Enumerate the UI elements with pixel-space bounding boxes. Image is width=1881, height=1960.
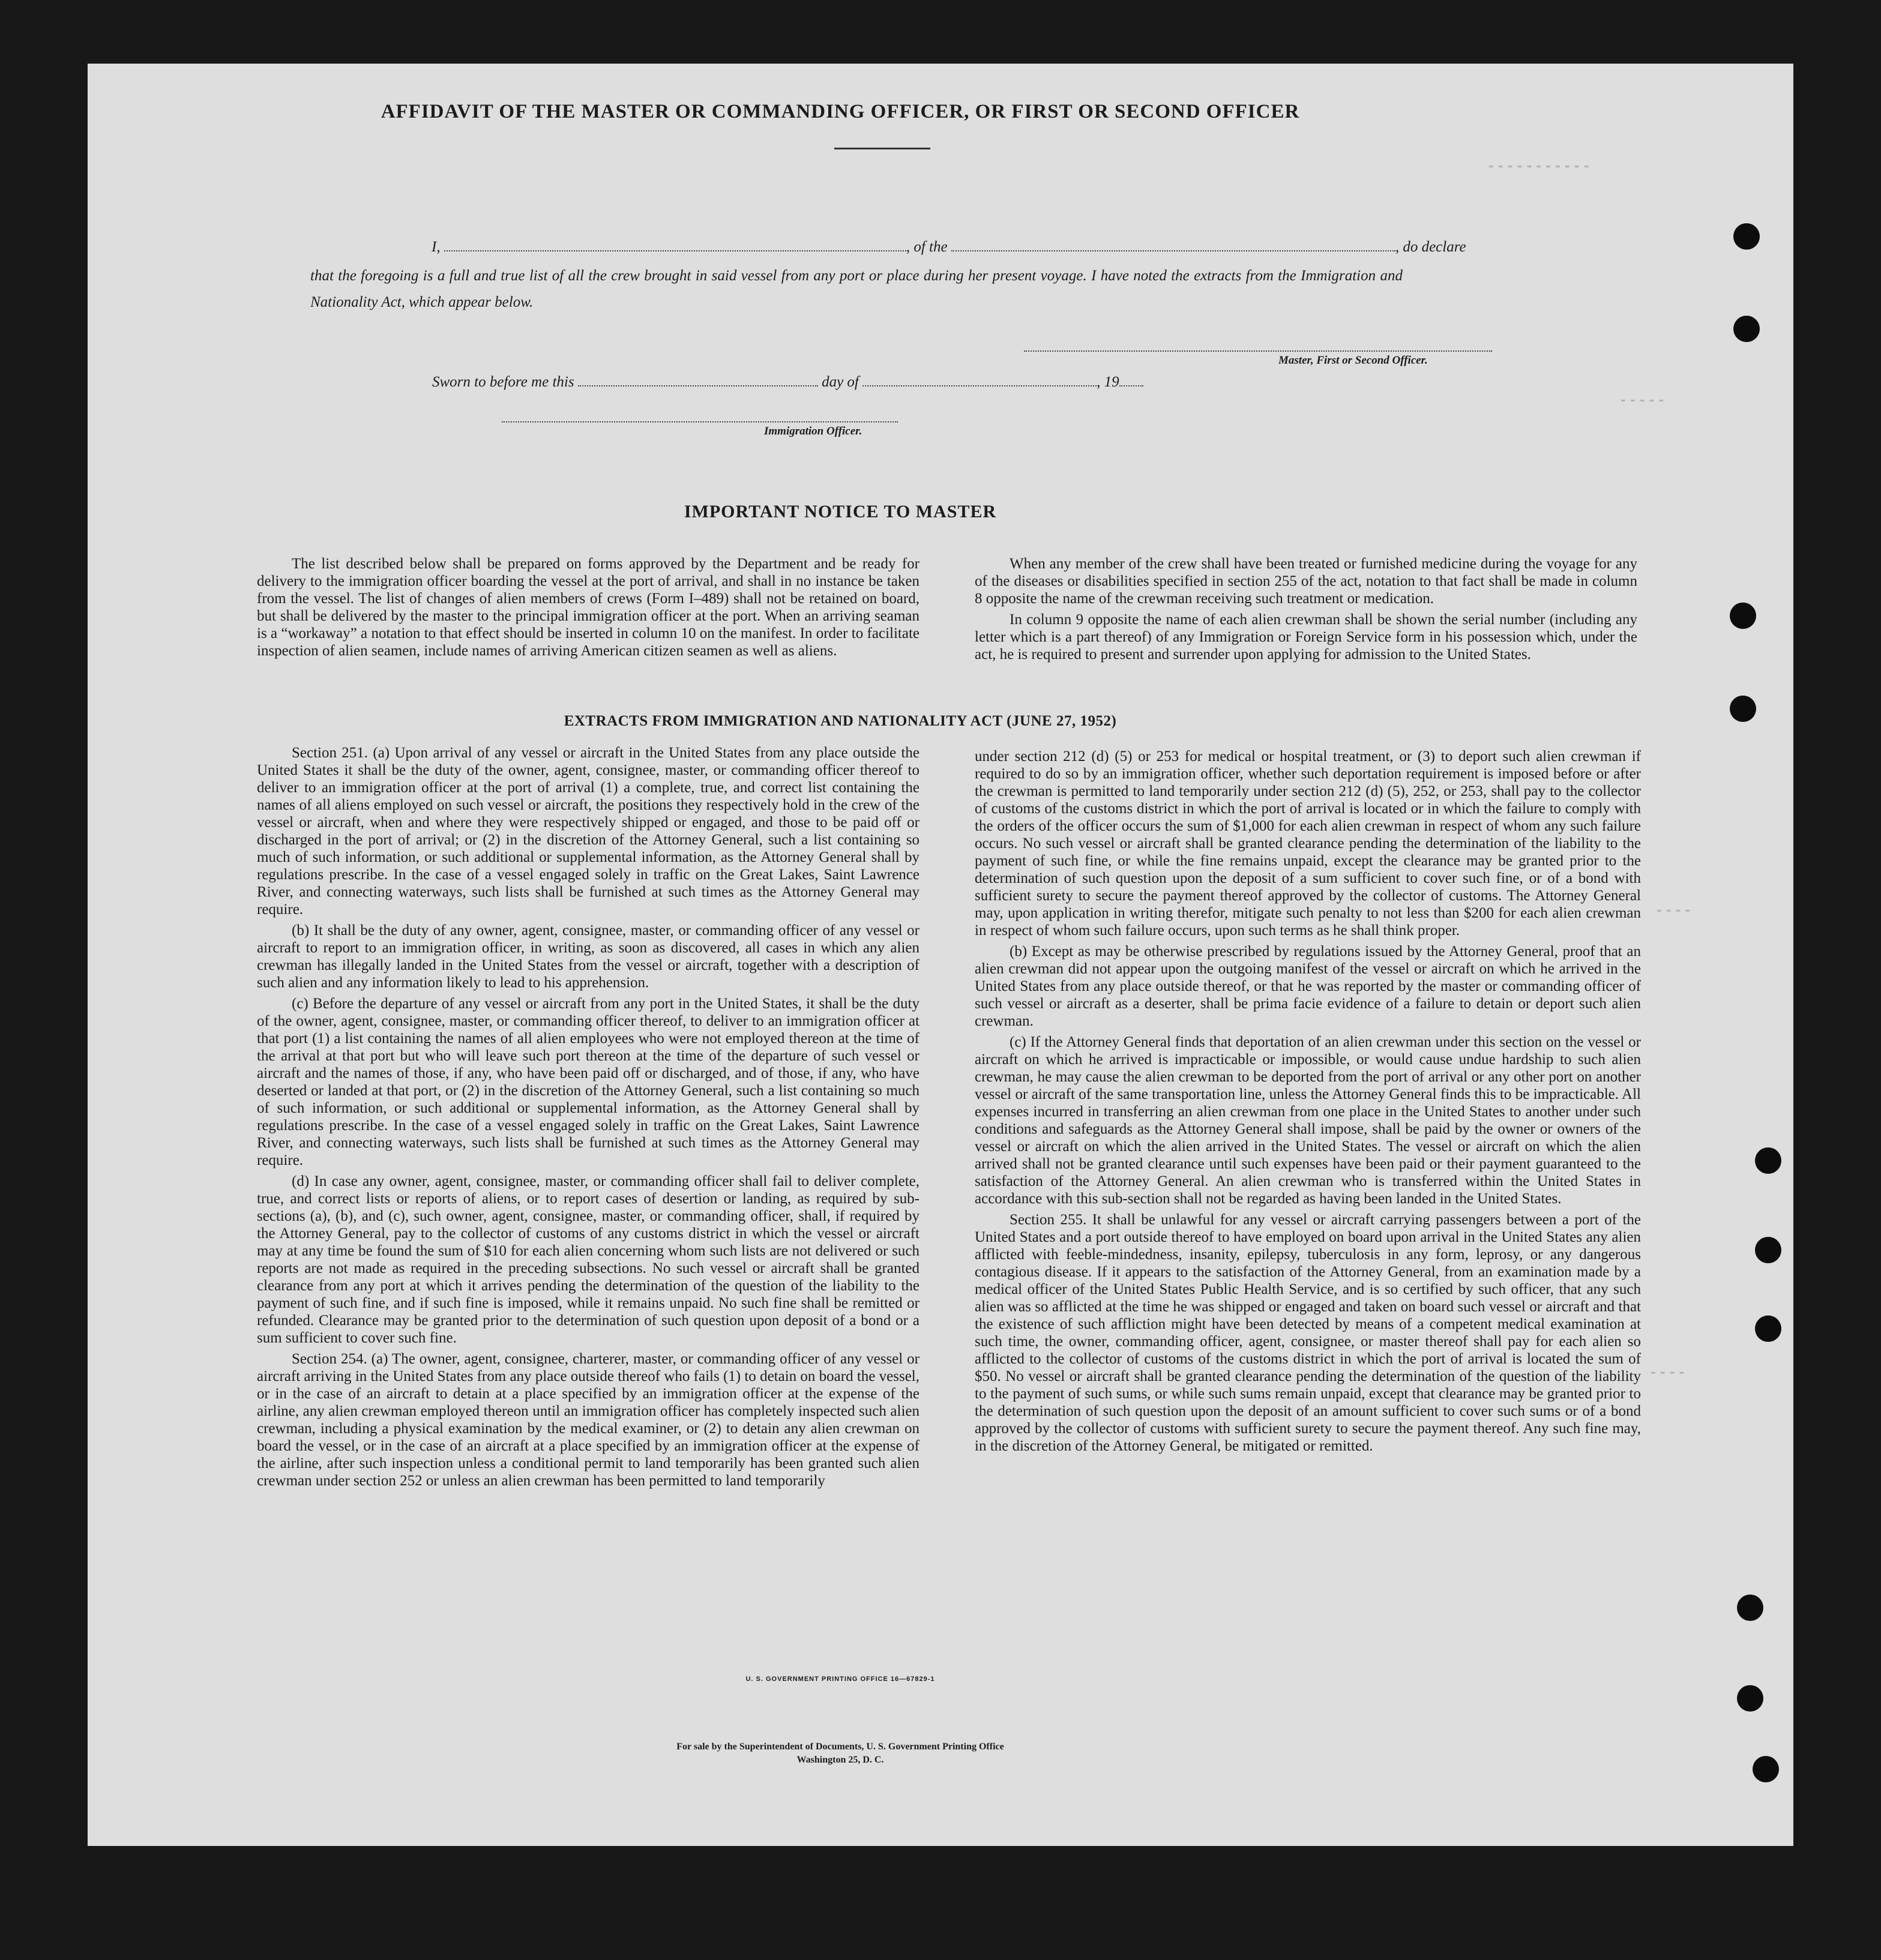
immigration-caption: Immigration Officer. bbox=[764, 425, 862, 437]
extract-paragraph: Section 254. (a) The owner, agent, consignee, charterer, master, or commanding officer of any vessel or aircraft arriving in the United States from any place outside thereof who fails (1) to detain on board the vessel, or in the case of an aircraft to detain at a place specified by an immigration officer at the expense of the airline, any alien crewman employed thereon until an immigration officer has completely inspected such alien crewman, including a physical examination by the medical examiner, or (2) to detain any alien crewman on board the vessel, or in the case of an aircraft at a place specified by an immigration officer at the expense of the airline, after such inspection unless a conditional permit to land temporarily has been granted such alien crewman under section 252 or unless an alien crewman has been permitted to land temporarily bbox=[257, 1351, 919, 1489]
vessel-blank[interactable] bbox=[951, 238, 1395, 251]
year-blank[interactable] bbox=[1119, 373, 1143, 386]
extracts-left-column bbox=[257, 744, 919, 1493]
affidavit-statement: that the foregoing is a full and true list of all the crew brought in said vessel from any port or place during her present voyage. I have noted the extracts from the Immigration and Nationality Act, which appear below. bbox=[310, 268, 1403, 310]
day-number-blank[interactable] bbox=[578, 373, 818, 386]
immigration-signature-line[interactable] bbox=[502, 421, 898, 422]
notice-left-column bbox=[257, 555, 919, 663]
month-blank[interactable] bbox=[862, 373, 1097, 386]
day-of-label: day of bbox=[822, 374, 859, 390]
extract-paragraph: (c) Before the departure of any vessel or aircraft from any port in the United States, it shall be the duty of the owner, agent, consignee, master, or commanding officer thereof, to deliver to an immigration officer at that port (1) a list containing the names of all alien employees who were not employed thereon at the time of the arrival at that port but who will leave such port thereon at the time of the departure of such vessel or aircraft and the names of those, if any, who have been paid off or discharged, and of those, if any, who have deserted or landed at that port, or (2) in the discretion of the Attorney General, such a list containing so much of such information, or such additional or supplemental information, as the Attorney General shall by regulations prescribe. In the case of a vessel engaged solely in traffic on the Great Lakes, Saint Lawrence River, and connecting waterways, such lists shall be furnished at such times as the Attorney General may require. bbox=[257, 996, 919, 1168]
punch-hole bbox=[1730, 696, 1756, 722]
sworn-label: Sworn to before me this bbox=[432, 374, 574, 390]
extract-paragraph: Section 251. (a) Upon arrival of any vessel or aircraft in the United States from any place outside the United States it shall be the duty of the owner, agent, consignee, master, or commanding officer thereof to deliver to an immigration officer at the port of arrival (1) a complete, true, and correct list containing the names of all aliens employed on such vessel or aircraft, the positions they respectively hold in the crew of the vessel or aircraft, when and where they were respectively shipped or engaged, and those to be paid off or discharged in the port of arrival; or (2) in the discretion of the Attorney General, such a list containing so much of such information, or such additional or supplemental information, as the Attorney General shall by regulations prescribe. In the case of a vessel engaged solely in traffic on the Great Lakes, Saint Lawrence River, and connecting waterways, such lists shall be furnished at such times as the Attorney General may require. bbox=[257, 745, 919, 918]
i-label: I, bbox=[432, 239, 441, 255]
for-sale-notice bbox=[540, 1740, 1140, 1767]
punch-hole bbox=[1730, 603, 1756, 629]
punch-hole bbox=[1753, 1756, 1779, 1782]
punch-hole bbox=[1755, 1147, 1781, 1174]
punch-hole bbox=[1737, 1595, 1763, 1621]
printer-imprint: U. S. GOVERNMENT PRINTING OFFICE 16—67829-1 bbox=[745, 1676, 935, 1683]
extract-paragraph: Section 255. It shall be unlawful for any vessel or aircraft carrying passengers between a port of the United States and a port outside thereof to have employed on board upon arrival in the United States any alien afflicted with feeble-mindedness, insanity, epilepsy, tuberculosis in any form, leprosy, or any dangerous contagious disease. If it appears to the satisfaction of the Attorney General, from an examination made by a medical officer of the United States Public Health Service, and is so certified by such officer, that any such alien was so afflicted at the time he was shipped or engaged and taken on board such vessel or aircraft and that the existence of such affliction might have been detected by means of a competent medical examination at such time, the owner, commanding officer, agent, consignee, or master thereof shall pay for each alien so afflicted to the collector of customs of the customs district in which the port of arrival is located the sum of $50. No vessel or aircraft shall be granted clearance pending the determination of the question of the liability to the payment of such sums, or while such sums remain unpaid, except that clearance may be granted prior to the determination of such question upon the deposit of an amount sufficient to cover such sums or of a bond approved by the collector of customs with sufficient surety to secure the payment thereof. Any such fine may, in the discretion of the Attorney General, be mitigated or remitted. bbox=[975, 1212, 1641, 1454]
affidavit-title: AFFIDAVIT OF THE MASTER OR COMMANDING OFFICER, OR FIRST OR SECOND OFFICER bbox=[381, 101, 1300, 122]
notice-right-column bbox=[975, 555, 1637, 667]
notice-left-paragraph: The list described below shall be prepared on forms approved by the Department and be ready for delivery to the immigration officer boarding the vessel at the port of arrival, and shall in no instance be taken from the vessel. The list of changes of alien members of crews (Form I–489) shall not be retained on board, but shall be delivered by the master to the principal immigration officer at the port. When an arriving seaman is a “workaway” a notation to that effect should be inserted in column 10 on the manifest. In order to facilitate inspection of alien seamen, include names of arriving American citizen seamen as well as aliens. bbox=[257, 556, 919, 659]
title-underline bbox=[834, 148, 930, 149]
extract-paragraph: (b) Except as may be otherwise prescribed by regulations issued by the Attorney General, proof that an alien crewman did not appear upon the outgoing manifest of the vessel or aircraft on which he arrived in the United States from any place outside thereof, or that he was reported by the master or commanding officer of such vessel or aircraft as a deserter, shall be prima facie evidence of a failure to detain or deport such alien crewman. bbox=[975, 943, 1641, 1029]
for-sale-line-2: Washington 25, D. C. bbox=[796, 1755, 884, 1765]
master-caption: Master, First or Second Officer. bbox=[1278, 354, 1428, 367]
year-label: , 19 bbox=[1097, 374, 1119, 390]
sworn-line bbox=[432, 373, 1143, 391]
declare-label: , do declare bbox=[1395, 239, 1466, 255]
notice-title: IMPORTANT NOTICE TO MASTER bbox=[684, 502, 997, 522]
name-blank[interactable] bbox=[444, 238, 906, 251]
extracts-title: EXTRACTS FROM IMMIGRATION AND NATIONALITY ACT (JUNE 27, 1952) bbox=[564, 713, 1117, 729]
extract-paragraph: (d) In case any owner, agent, consignee, master, or commanding officer shall fail to deliver complete, true, and correct lists or reports of aliens, or to report cases of desertion or landing, as required by sub-sections (a), (b), and (c), such owner, agent, consignee, master, or commanding officer, shall, if required by the Attorney General, pay to the collector of customs of any customs district in which the vessel or aircraft may at any time be found the sum of $10 for each alien concerning whom such lists are not delivered or such reports are not made as required in the preceding subsections. No such vessel or aircraft shall be granted clearance from any port at which it arrives pending the determination of the question of the liability to the payment of such fine, and if such fine is imposed, while it remains unpaid. No such fine shall be remitted or refunded. Clearance may be granted prior to the determination of such question upon deposit of a bond or a sum sufficient to cover such fine. bbox=[257, 1173, 919, 1346]
punch-hole bbox=[1733, 316, 1760, 342]
bleed-through-text: - - - - bbox=[1651, 1362, 1685, 1380]
extracts-right-column bbox=[975, 748, 1641, 1458]
extract-paragraph: (c) If the Attorney General finds that deportation of an alien crewman under this section on the vessel or aircraft on which he arrived is impracticable or impossible, or would cause undue hardship to such alien crewman, he may cause the alien crewman to be deported from the port of arrival or any other port on another vessel or aircraft of the same transportation line, unless the Attorney General finds this to be impracticable. All expenses incurred in transferring an alien crewman from one place in the United States to another under such conditions and safeguards as the Attorney General shall impose, shall be paid by the owner or owners of the vessel or aircraft on which the alien arrived in the United States. The vessel or aircraft on which the alien arrived shall not be granted clearance until such expenses have been paid or their payment guaranteed to the satisfaction of the Attorney General. An alien crewman who is transferred within the United States in accordance with this sub-section shall not be regarded as having been landed in the United States. bbox=[975, 1034, 1641, 1207]
for-sale-line-1: For sale by the Superintendent of Documents, U. S. Government Printing Office bbox=[676, 1742, 1004, 1752]
punch-hole bbox=[1737, 1685, 1763, 1712]
bleed-through-text: - - - - bbox=[1657, 900, 1691, 918]
punch-hole bbox=[1733, 223, 1760, 250]
punch-hole bbox=[1755, 1315, 1781, 1342]
extract-paragraph: (b) It shall be the duty of any owner, agent, consignee, master, or commanding officer of any vessel or aircraft to report to an immigration officer, in writing, as soon as discovered, all cases in which any alien crewman has illegally landed in the United States from the vessel or aircraft, together with a description of such alien and any information likely to lead to his apprehension. bbox=[257, 922, 919, 991]
punch-hole bbox=[1755, 1237, 1781, 1263]
bleed-through-text: - - - - - bbox=[1621, 390, 1664, 408]
notice-right-paragraph: In column 9 opposite the name of each alien crewman shall be shown the serial number (including any letter which is a part thereof) of any Immigration or Foreign Service form in his possession which, under the act, he is required to present and surrender upon applying for admission to the United States. bbox=[975, 612, 1637, 663]
bleed-through-text: - - - - - - - - - - - bbox=[1488, 156, 1589, 174]
of-the-label: , of the bbox=[906, 239, 948, 255]
declaration-line bbox=[432, 238, 1466, 256]
notice-right-paragraph: When any member of the crew shall have been treated or furnished medicine during the voyage for any of the diseases or disabilities specified in section 255 of the act, notation to that fact shall be made in column 8 opposite the name of the crewman receiving such treatment or medication. bbox=[975, 556, 1637, 607]
extract-paragraph: under section 212 (d) (5) or 253 for medical or hospital treatment, or (3) to deport such alien crewman if required to do so by an immigration officer, whether such deportation requirement is imposed before or after the crewman is permitted to land temporarily under section 212 (d) (5), 252, or 253, shall pay to the collector of customs of the customs district in which the port of arrival is located or in which the failure to comply with the orders of the officer occurs the sum of $1,000 for each alien crewman in respect of whom any such failure occurs. No such vessel or aircraft shall be granted clearance pending the determination of the liability to the payment of such fine, or while the fine remains unpaid, except the clearance may be granted prior to the determination of such question upon the deposit of a sum sufficient to cover such fine, or of a bond with sufficient surety to secure the payment thereof approved by the collector of customs. The Attorney General may, upon application in writing therefor, mitigate such penalty to not less than $200 for each alien crewman in respect of whom such failure occurs, upon such terms as he shall think proper. bbox=[975, 748, 1641, 939]
master-signature-line[interactable] bbox=[1024, 350, 1492, 352]
